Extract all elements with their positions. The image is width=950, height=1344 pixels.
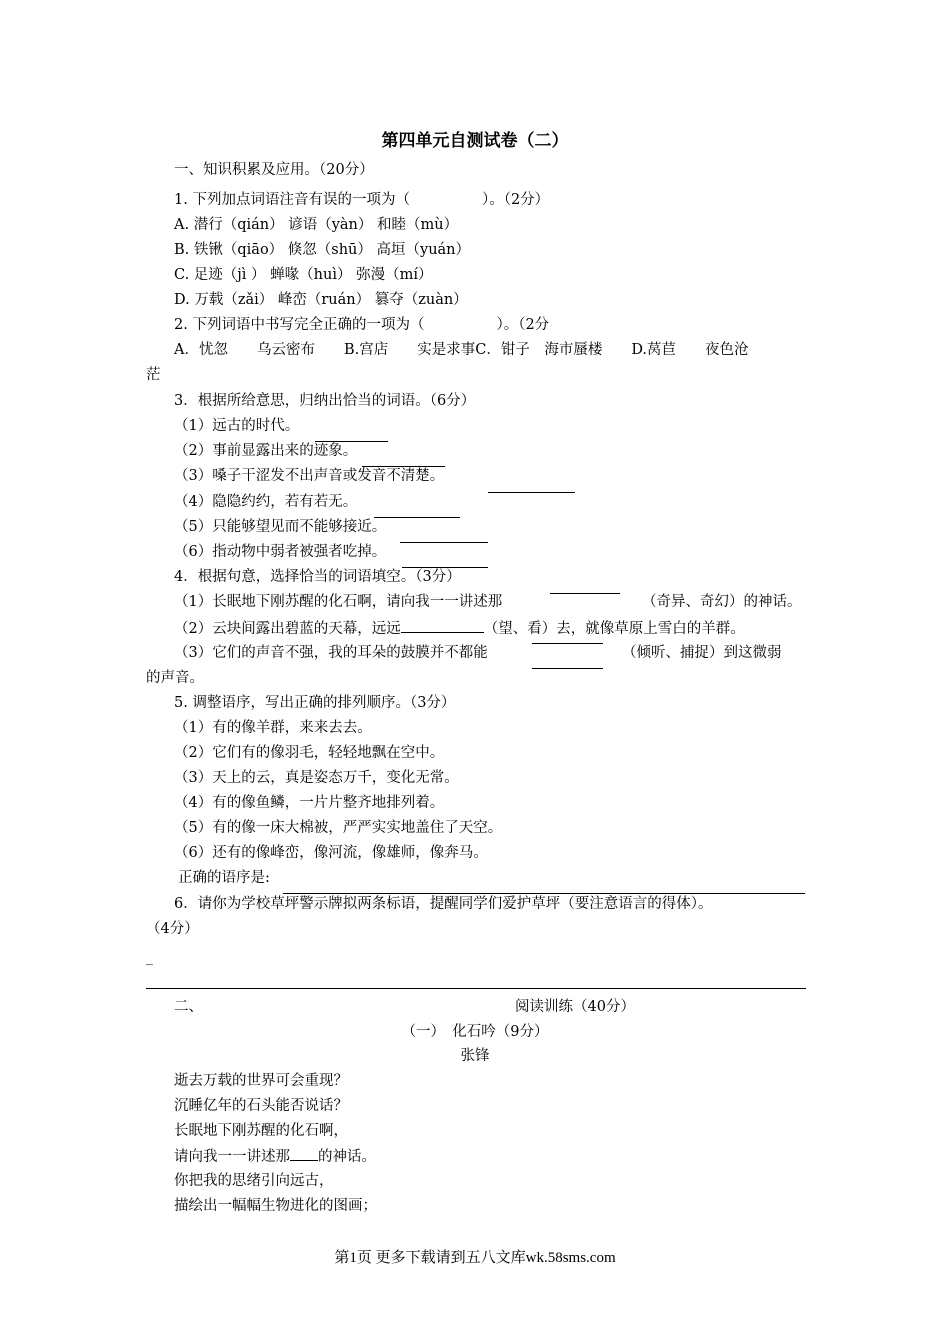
page-footer: 第1页 更多下载请到五八文库wk.58sms.com xyxy=(334,1250,616,1266)
poem-line-5: 你把我的思绪引向远古， xyxy=(174,1173,334,1189)
q5-item-2: （2）它们有的像羽毛，轻轻地飘在空中。 xyxy=(174,745,445,761)
q3-item-6: （6）指动物中弱者被强者吃掉。 xyxy=(174,544,387,560)
poem-author: 张锋 xyxy=(460,1048,490,1064)
reading-sub-heading: （一） 化石吟（9分） xyxy=(401,1024,549,1040)
q3-item-3-answer-line[interactable] xyxy=(488,492,575,493)
q4-item-1-end: （奇异、奇幻）的神话。 xyxy=(642,594,802,610)
q4-stem: 4．根据句意，选择恰当的词语填空。（3分） xyxy=(174,569,461,585)
poem-line-2: 沉睡亿年的石头能否说话？ xyxy=(174,1098,348,1114)
q3-item-5-answer-line[interactable] xyxy=(400,542,488,543)
q4-item-3-answer-line[interactable] xyxy=(532,668,603,669)
poem-line-4-start: 请向我一一讲述那 xyxy=(174,1149,290,1165)
q5-item-3: （3）天上的云，真是姿态万千，变化无常。 xyxy=(174,770,459,786)
q6-score: （4分） xyxy=(146,921,199,937)
section1-heading: 一、知识积累及应用。（20分） xyxy=(174,162,374,178)
q5-item-6: （6）还有的像峰峦，像河流，像雄师，像奔马。 xyxy=(174,845,488,861)
q3-item-2: （2）事前显露出来的迹象。 xyxy=(174,443,358,459)
q4-item-2-start: （2）云块间露出碧蓝的天幕，远远 xyxy=(174,621,401,637)
poem-line-3: 长眠地下刚苏醒的化石啊， xyxy=(174,1123,348,1139)
q6-answer-dash[interactable]: _ xyxy=(146,950,153,966)
q4-item-2-end: （望、看）去，就像草原上雪白的羊群。 xyxy=(483,621,745,637)
q3-item-2-answer-line[interactable] xyxy=(315,441,388,442)
q4-item-3-start: （3）它们的声音不强，我的耳朵的鼓膜并不都能 xyxy=(174,645,488,661)
q1-option-d: D. 万载（zǎi） 峰峦（ruán） 篡夺（zuàn） xyxy=(174,292,468,308)
q3-stem: 3．根据所给意思，归纳出恰当的词语。（6分） xyxy=(174,393,476,409)
q4-item-1-top-line xyxy=(550,593,620,594)
q1-option-c: C. 足迹（jì ） 蝉喙（huì） 弥漫（mí） xyxy=(174,267,433,283)
q5-item-1: （1）有的像羊群，来来去去。 xyxy=(174,720,372,736)
q3-item-4: （4）隐隐约约，若有若无。 xyxy=(174,494,358,510)
q1-option-a: A. 潜行（qián） 谚语（yàn） 和睦（mù） xyxy=(174,217,459,233)
q4-item-2 xyxy=(174,618,745,639)
q2-stem-end: ）。（2分 xyxy=(496,317,550,333)
q3-item-5: （5）只能够望见而不能够接近。 xyxy=(174,519,387,535)
q3-item-3-top-line xyxy=(362,466,445,467)
q4-item-1 xyxy=(174,592,502,612)
q4-item-1-start: （1）长眠地下刚苏醒的化石啊，请向我一一讲述那 xyxy=(174,594,503,610)
q1-stem-start: 1. 下列加点词语注音有误的一项为（ xyxy=(174,192,410,208)
section2-heading: 阅读训练（40分） xyxy=(515,999,635,1015)
q5-answer-label: 正确的语序是: xyxy=(178,870,270,886)
q1-stem-end: ）。（2分） xyxy=(481,192,550,208)
poem-line-4-end: 的神话。 xyxy=(318,1149,376,1165)
q5-item-5: （5）有的像一床大棉被，严严实实地盖住了天空。 xyxy=(174,820,503,836)
poem-line-6: 描绘出一幅幅生物进化的图画； xyxy=(174,1198,377,1214)
q6-stem: 6．请你为学校草坪警示牌拟两条标语，提醒同学们爱护草坪（要注意语言的得体）。 xyxy=(174,896,713,912)
q1-stem xyxy=(174,190,549,210)
q4-item-3-wrap: 的声音。 xyxy=(146,670,204,686)
q1-option-b: B. 铁锹（qiāo） 倏忽（shū） 高垣（yuán） xyxy=(174,242,471,258)
q5-item-4: （4）有的像鱼鳞，一片片整齐地排列着。 xyxy=(174,795,445,811)
q4-item-2-answer-blank[interactable] xyxy=(401,618,484,633)
q3-item-4-answer-line[interactable] xyxy=(374,517,460,518)
q4-item-3-top-line xyxy=(532,643,603,644)
page-title: 第四单元自测试卷（二） xyxy=(381,131,569,151)
q2-options: A．忧忽 乌云密布 B.宫店 实是求事C．钳子 海市蜃楼 D.莴苣 夜色沧 xyxy=(174,342,749,358)
q5-stem: 5. 调整语序，写出正确的排列顺序。（3分） xyxy=(174,695,456,711)
poem-line-1: 逝去万载的世界可会重现？ xyxy=(174,1073,348,1089)
section2-number: 二、 xyxy=(174,999,203,1015)
q4-item-3-end: （倾听、捕捉）到这微弱 xyxy=(622,645,782,661)
q4-item-3 xyxy=(174,643,488,663)
q3-item-3: （3）嗓子干涩发不出声音或发音不清楚。 xyxy=(174,468,445,484)
poem-line-4-blank[interactable] xyxy=(290,1146,318,1161)
q2-stem-start: 2. 下列词语中书写完全正确的一项为（ xyxy=(174,317,425,333)
q3-item-1: （1）远古的时代。 xyxy=(174,418,300,434)
q6-answer-line[interactable] xyxy=(146,988,806,989)
q2-options-wrap: 茫 xyxy=(146,367,161,383)
poem-line-4 xyxy=(174,1146,376,1167)
q2-stem xyxy=(174,315,549,335)
